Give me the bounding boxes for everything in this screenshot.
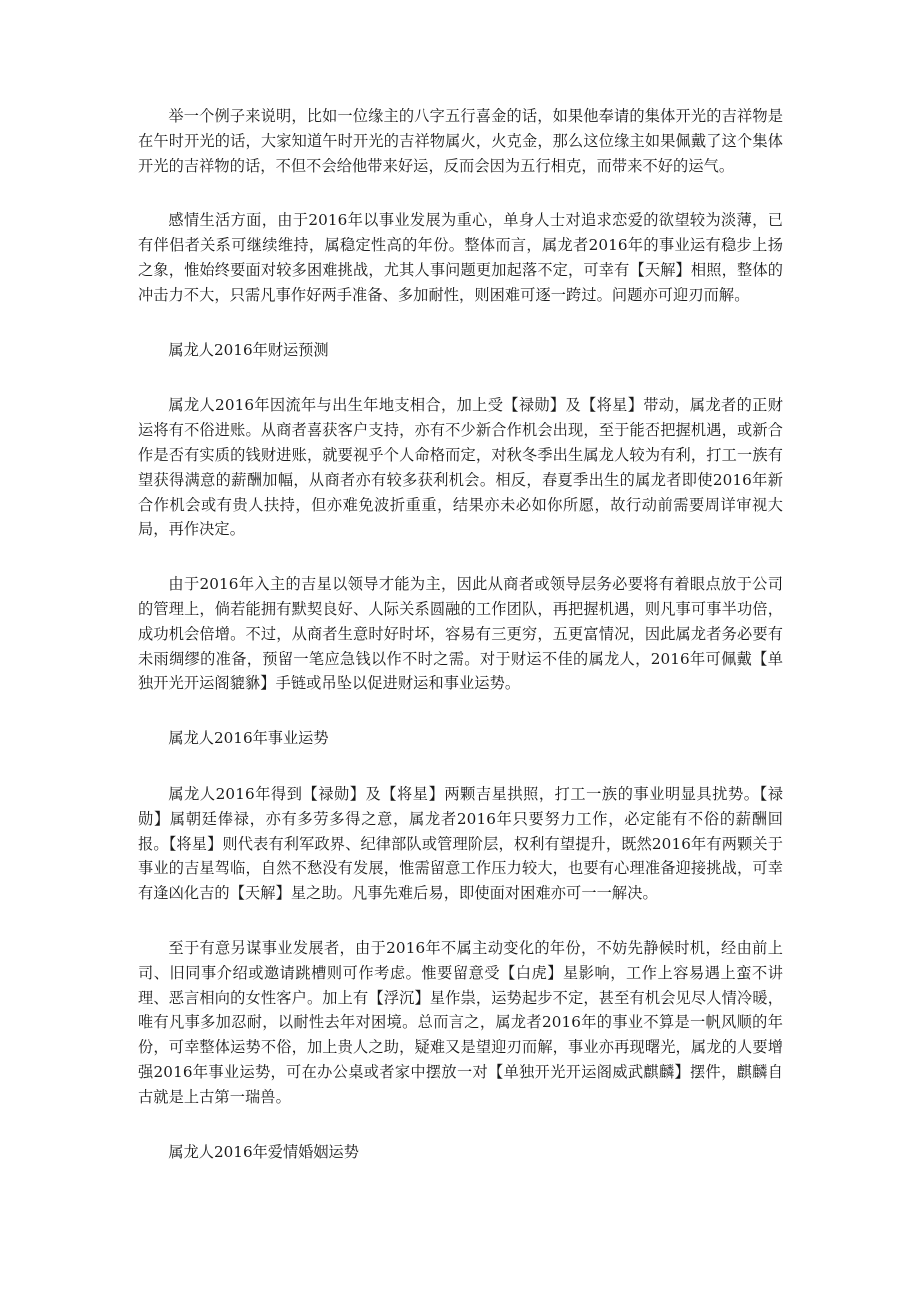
heading-love-marriage: 属龙人2016年爱情婚姻运势 [168,1142,359,1161]
paragraph-career-1: 属龙人2016年得到【禄勋】及【将星】两颗吉星拱照，打工一族的事业明显具扰势。【禄勋】属朝廷俸禄，亦有多劳多得之意，属龙者2016年只要努力工作，必定能有不俗的薪酬回报。【将星】则代表有利军政界、纪律部队或管理阶层，权利有望提升，既然2016年有两颗关于事业的吉星驾临，自然不愁没有发展，惟需留意工作压力较大，也要有心理准备迎接挑战，可幸有逢凶化吉的【天解】星之助。凡事先难后易，即使面对困难亦可一一解决。 [138,784,783,903]
heading-wealth: 属龙人2016年财运预测 [168,340,329,359]
paragraph-example: 举一个例子来说明，比如一位缘主的八字五行喜金的话，如果他奉请的集体开光的吉祥物是在午时开光的话，大家知道午时开光的吉祥物属火，火克金，那么这位缘主如果佩戴了这个集体开光的吉祥物的话，不但不会给他带来好运，反而会因为五行相克，而带来不好的运气。 [138,107,783,175]
paragraph-love-life: 感情生活方面，由于2016年以事业发展为重心，单身人士对追求恋爱的欲望较为淡薄，已有伴侣者关系可继续维持，属稳定性高的年份。整体而言，属龙者2016年的事业运有稳步上扬之象，惟始终要面对较多困难挑战，尤其人事问题更加起落不定，可幸有【天解】相照，整体的冲击力不大，只需凡事作好两手准备、多加耐性，则困难可逐一跨过。问题亦可迎刃而解。 [138,211,783,304]
paragraph-wealth-1: 属龙人2016年因流年与出生年地支相合，加上受【禄勋】及【将星】带动，属龙者的正财运将有不俗进账。从商者喜获客户支持，亦有不少新合作机会出现，至于能否把握机遇，或新合作是否有实质的钱财进账，就要视乎个人命格而定，对秋冬季出生属龙人较为有利，打工一族有望获得满意的薪酬加幅，从商者亦有较多获利机会。相反，春夏季出生的属龙者即使2016年新合作机会或有贵人扶持，但亦难免波折重重，结果亦未必如你所愿，故行动前需要周详审视大局，再作决定。 [138,396,783,539]
heading-career: 属龙人2016年事业运势 [168,729,329,748]
document-page [138,104,783,1195]
paragraph-career-2: 至于有意另谋事业发展者，由于2016年不属主动变化的年份，不妨先静候时机，经由前上司、旧同事介绍或邀请跳槽则可作考虑。惟要留意受【白虎】星影响，工作上容易遇上蛮不讲理、恶言相向的女性客户。加上有【浮沉】星作祟，运势起步不定，甚至有机会见尽人情冷暖，唯有凡事多加忍耐，以耐性去年对困境。总而言之，属龙者2016年的事业不算是一帆风顺的年份，可幸整体运势不俗，加上贵人之助，疑难又是望迎刃而解，事业亦再现曙光，属龙的人要增强2016年事业运势，可在办公桌或者家中摆放一对【单独开光开运阁威武麒麟】摆件，麒麟自古就是上古第一瑞兽。 [138,938,783,1106]
paragraph-wealth-2: 由于2016年入主的吉星以领导才能为主，因此从商者或领导层务必要将有着眼点放于公司的管理上，倘若能拥有默契良好、人际关系圆融的工作团队，再把握机遇，则凡事可事半功倍，成功机会倍增。不过，从商者生意时好时坏，容易有三更穷，五更富情况，因此属龙者务必要有未雨绸缪的准备，预留一笔应急钱以作不时之需。对于财运不佳的属龙人，2016年可佩戴【单独开光开运阁貔貅】手链或吊坠以促进财运和事业运势。 [138,575,783,693]
